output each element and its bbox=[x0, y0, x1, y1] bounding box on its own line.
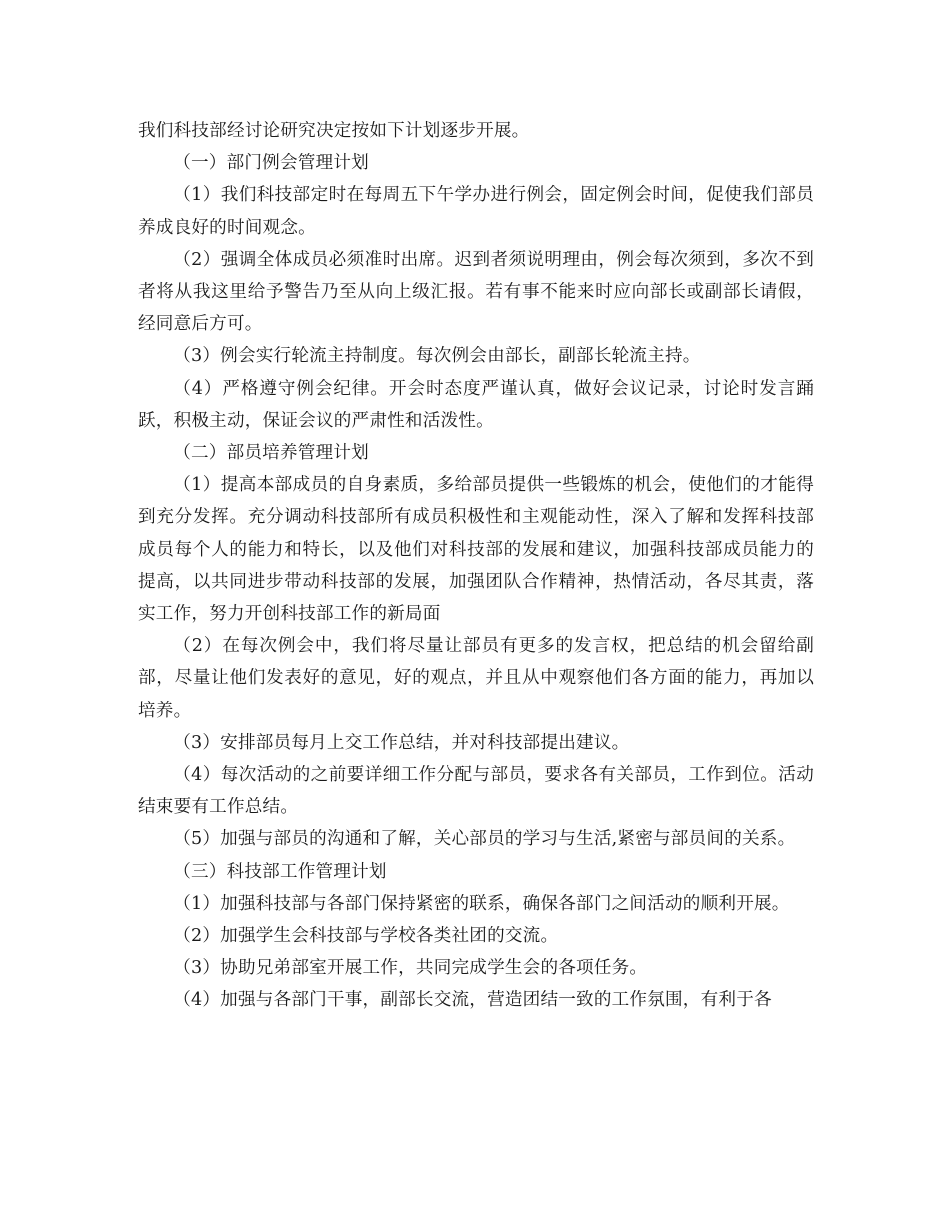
paragraph: （3）安排部员每月上交工作总结，并对科技部提出建议。 bbox=[173, 732, 630, 753]
paragraph-intro: 我们科技部经讨论研究决定按如下计划逐步开展。 bbox=[138, 121, 530, 141]
paragraph: （1）我们科技部定时在每周五下午学办进行例会，固定例会时间，促使我们部员养成良好的时间观念。 bbox=[138, 185, 814, 238]
paragraph: （3）协助兄弟部室开展工作，共同完成学生会的各项任务。 bbox=[173, 958, 648, 979]
paragraph: （4）严格遵守例会纪律。开会时态度严谨认真，做好会议记录，讨论时发言踊跃，积极主动，保证会议的严肃性和活泼性。 bbox=[138, 378, 814, 431]
paragraph: （5）加强与部员的沟通和了解，关心部员的学习与生活,紧密与部员间的关系。 bbox=[173, 829, 796, 850]
section-heading-work: （三）科技部工作管理计划 bbox=[173, 861, 387, 882]
paragraph: （2）强调全体成员必须准时出席。迟到者须说明理由，例会每次须到，多次不到者将从我这里给予警告乃至从向上级汇报。若有事不能来时应向部长或副部长请假，经同意后方可。 bbox=[138, 249, 814, 335]
section-heading-training: （二）部员培养管理计划 bbox=[173, 443, 369, 464]
paragraph: （4）每次活动的之前要详细工作分配与部员，要求各有关部员，工作到位。活动结束要有工作总结。 bbox=[138, 765, 814, 818]
paragraph: （3）例会实行轮流主持制度。每次例会由部长，副部长轮流主持。 bbox=[173, 346, 701, 367]
document-body bbox=[138, 115, 814, 1017]
paragraph: （2）加强学生会科技部与学校各类社团的交流。 bbox=[173, 926, 559, 947]
paragraph: （1）提高本部成员的自身素质，多给部员提供一些锻炼的机会，使他们的才能得到充分发挥。充分调动科技部所有成员积极性和主观能动性，深入了解和发挥科技部成员每个人的能力和特长，以及他们对科技部的发展和建议，加强科技部成员能力的提高，以共同进步带动科技部的发展，加强团队合作精神，热情活动，各尽其责，落实工作，努力开创科技部工作的新局面 bbox=[138, 475, 814, 625]
section-heading-meeting: （一）部门例会管理计划 bbox=[173, 153, 369, 174]
paragraph: （1）加强科技部与各部门保持紧密的联系，确保各部门之间活动的顺利开展。 bbox=[173, 893, 790, 914]
paragraph: （4）加强与各部门干事，副部长交流，营造团结一致的工作氛围，有利于各 bbox=[173, 990, 772, 1011]
paragraph: （2）在每次例会中，我们将尽量让部员有更多的发言权，把总结的机会留给副部，尽量让他们发表好的意见，好的观点，并且从中观察他们各方面的能力，再加以培养。 bbox=[138, 636, 814, 721]
